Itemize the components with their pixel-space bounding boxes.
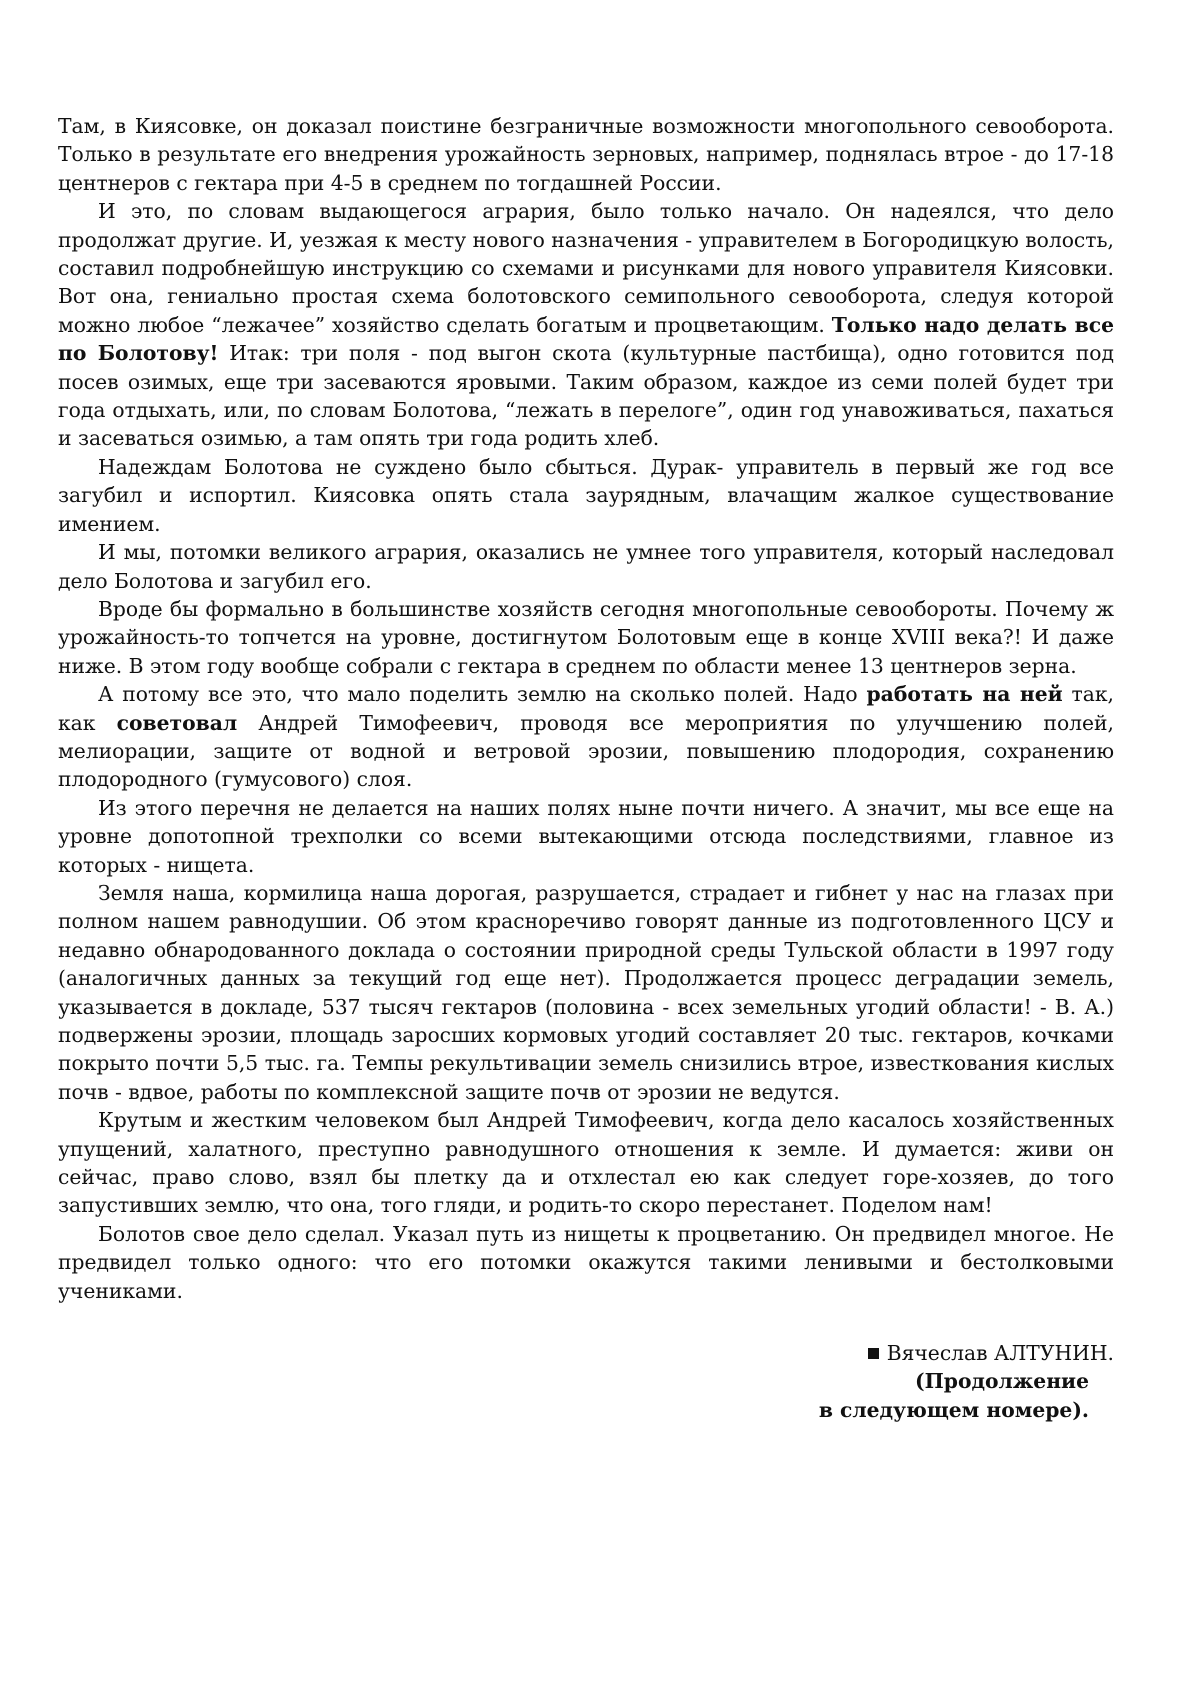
paragraph-3 — [58, 453, 1114, 538]
paragraph-9-text: Крутым и жестким человеком был Андрей Тимофеевич, когда дело касалось хозяйственных упущений, халатного, преступно равнодушного отношения к земле. И думается: живи он сейчас, право слово, взял бы плетку да и отхлестал ею как следует горе-хозяев, до того запустивших землю, что она, того гляди, и родить-то скоро перестанет. Поделом нам! — [58, 1108, 1114, 1218]
paragraph-6 — [58, 680, 1114, 794]
paragraph-1 — [58, 112, 1114, 197]
paragraph-9 — [58, 1106, 1114, 1220]
paragraph-6-bold-advised: советовал — [116, 710, 238, 735]
paragraph-8 — [58, 879, 1114, 1106]
continuation-line-1: (Продолжение — [915, 1369, 1089, 1394]
paragraph-5 — [58, 595, 1114, 680]
paragraph-6-text-c: Андрей Тимофеевич, проводя все мероприятия по улучшению полей, мелиорации, защите от водной и ветровой эрозии, повышению плодородия, сохранению плодородного (гумусового) слоя. — [58, 710, 1114, 792]
signature-block — [714, 1339, 1114, 1424]
paragraph-7 — [58, 794, 1114, 879]
author-line — [714, 1339, 1114, 1367]
paragraph-6-text-b: так, как — [58, 682, 1114, 735]
paragraph-4 — [58, 538, 1114, 595]
continuation-note — [714, 1367, 1114, 1424]
paragraph-7-text: Из этого перечня не делается на наших полях ныне почти ничего. А значит, мы все еще на уровне допотопной трехполки со всеми вытекающими отсюда последствиями, главное из которых - нищета. — [58, 795, 1114, 877]
paragraph-10 — [58, 1220, 1114, 1305]
paragraph-10-text: Болотов свое дело сделал. Указал путь из нищеты к процветанию. Он предвидел многое. Не предвидел только одного: что его потомки окажутся такими ленивыми и бестолковыми учениками. — [58, 1221, 1114, 1303]
paragraph-1-text: Там, в Киясовке, он доказал поистине безграничные возможности многопольного севооборота. Только в результате его внедрения урожайность зерновых, например, поднялась втрое - до 17-18 центнеров с гектара при 4-5 в среднем по тогдашней России. — [58, 114, 1114, 195]
paragraph-3-text: Надеждам Болотова не суждено было сбыться. Дурак- управитель в первый же год все загубил и испортил. Киясовка опять стала заурядным, влачащим жалкое существование имением. — [58, 454, 1114, 536]
paragraph-2-text-a: И это, по словам выдающегося агрария, было только начало. Он надеялся, что дело продолжат другие. И, уезжая к месту нового назначения - управителем в Богородицкую волость, составил подробнейшую инструкцию со схемами и рисунками для нового управителя Киясовки. Вот она, гениально простая схема болотовского семипольного севооборота, следуя которой можно любое “лежачее” хозяйство сделать богатым и процветающим. — [58, 199, 1114, 337]
paragraph-2-bold-phrase: Только надо делать все по Болотову! — [58, 312, 1114, 366]
paragraph-8-text: Земля наша, кормилица наша дорогая, разрушается, страдает и гибнет у нас на глазах при полном нашем равнодушии. Об этом красноречиво говорят данные из подготовленного ЦСУ и недавно обнародованного доклада о состоянии природной среды Тульской области в 1997 году (аналогичных данных за текущий год еще нет). Продолжается процесс деградации земель, указывается в докладе, 537 тысяч гектаров (половина - всех земельных угодий области! - В. А.) подвержены эрозии, площадь заросших кормовых угодий составляет 20 тыс. гектаров, кочками покрыто почти 5,5 тыс. га. Темпы рекультивации земель снизились втрое, известкования кислых почв - вдвое, работы по комплексной защите почв от эрозии не ведутся. — [58, 880, 1114, 1104]
continuation-line-2: в следующем номере). — [818, 1397, 1089, 1422]
black-square-icon — [868, 1348, 879, 1359]
paragraph-6-text-a: А потому все это, что мало поделить землю на сколько полей. Надо — [98, 682, 867, 707]
author-name: Вячеслав АЛТУНИН. — [886, 1341, 1114, 1365]
paragraph-2-text-b: Итак: три поля - под выгон скота (культурные пастбища), одно готовится под посев озимых, еще три засеваются яровыми. Таким образом, каждое из семи полей будет три года отдыхать, или, по словам Болотова, “лежать в перелоге”, один год унавоживаться, пахаться и засеваться озимью, а там опять три года родить хлеб. — [58, 341, 1114, 451]
paragraph-4-text: И мы, потомки великого агрария, оказались не умнее того управителя, который наследовал дело Болотова и загубил его. — [58, 540, 1114, 593]
paragraph-2 — [58, 197, 1114, 453]
paragraph-6-bold-work: работать на ней — [866, 682, 1063, 707]
article-body — [58, 112, 1114, 1305]
paragraph-5-text: Вроде бы формально в большинстве хозяйств сегодня многопольные севообороты. Почему ж урожайность-то топчется на уровне, достигнутом Болотовым еще в конце XVIII века?! И даже ниже. В этом году вообще собрали с гектара в среднем по области менее 13 центнеров зерна. — [58, 596, 1114, 678]
